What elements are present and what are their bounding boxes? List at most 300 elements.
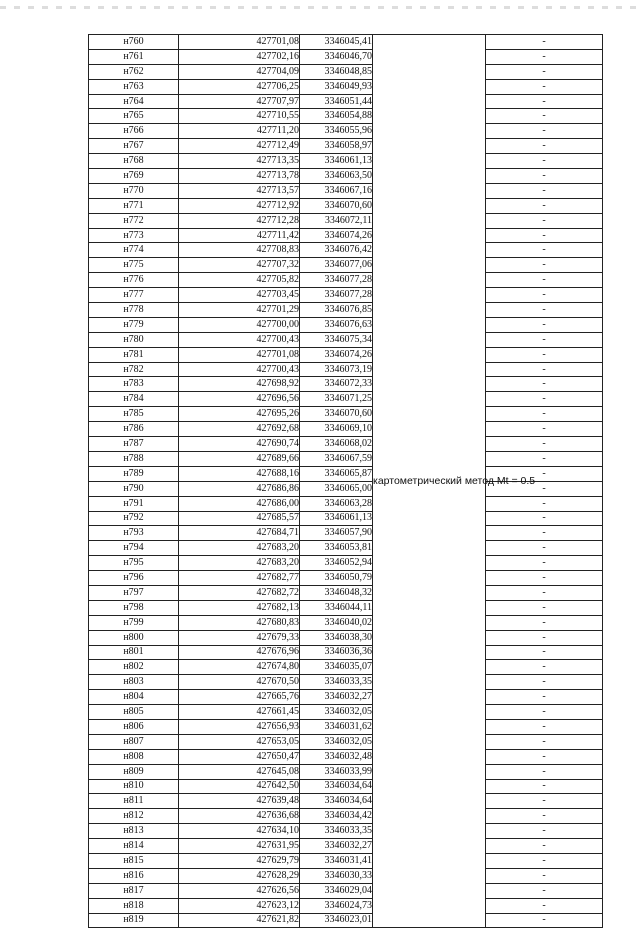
point-name-cell: н775 (89, 258, 179, 273)
dash-cell: - (486, 556, 603, 571)
table-row (89, 109, 603, 124)
point-name-cell: н783 (89, 377, 179, 392)
dash-cell: - (486, 660, 603, 675)
y-coordinate-cell: 3346032,48 (300, 749, 373, 764)
x-coordinate-cell: 427700,43 (179, 362, 300, 377)
table-row (89, 64, 603, 79)
table-row (89, 779, 603, 794)
y-coordinate-cell: 3346051,44 (300, 94, 373, 109)
y-coordinate-cell: 3346061,13 (300, 511, 373, 526)
dash-cell: - (486, 392, 603, 407)
table-row (89, 571, 603, 586)
table-row (89, 94, 603, 109)
point-name-cell: н814 (89, 839, 179, 854)
y-coordinate-cell: 3346076,85 (300, 303, 373, 318)
point-name-cell: н769 (89, 169, 179, 184)
y-coordinate-cell: 3346058,97 (300, 139, 373, 154)
dash-cell: - (486, 154, 603, 169)
dash-cell: - (486, 94, 603, 109)
x-coordinate-cell: 427639,48 (179, 794, 300, 809)
dash-cell: - (486, 273, 603, 288)
dash-cell: - (486, 600, 603, 615)
dash-cell: - (486, 913, 603, 928)
point-name-cell: н778 (89, 303, 179, 318)
dash-cell: - (486, 824, 603, 839)
point-name-cell: н765 (89, 109, 179, 124)
point-name-cell: н818 (89, 898, 179, 913)
x-coordinate-cell: 427707,97 (179, 94, 300, 109)
table-row (89, 719, 603, 734)
y-coordinate-cell: 3346032,27 (300, 690, 373, 705)
dash-cell: - (486, 228, 603, 243)
point-name-cell: н786 (89, 422, 179, 437)
point-name-cell: н804 (89, 690, 179, 705)
dash-cell: - (486, 35, 603, 50)
dash-cell: - (486, 868, 603, 883)
point-name-cell: н776 (89, 273, 179, 288)
x-coordinate-cell: 427686,00 (179, 496, 300, 511)
table-row (89, 437, 603, 452)
point-name-cell: н813 (89, 824, 179, 839)
point-name-cell: н768 (89, 154, 179, 169)
table-row (89, 615, 603, 630)
x-coordinate-cell: 427628,29 (179, 868, 300, 883)
point-name-cell: н817 (89, 883, 179, 898)
table-row (89, 839, 603, 854)
table-row (89, 35, 603, 50)
dash-cell: - (486, 883, 603, 898)
table-row (89, 407, 603, 422)
table-row (89, 79, 603, 94)
table-row (89, 749, 603, 764)
point-name-cell: н806 (89, 719, 179, 734)
y-coordinate-cell: 3346072,33 (300, 377, 373, 392)
table-row (89, 630, 603, 645)
dash-cell: - (486, 705, 603, 720)
y-coordinate-cell: 3346074,26 (300, 228, 373, 243)
dash-cell: - (486, 853, 603, 868)
dash-cell: - (486, 511, 603, 526)
point-name-cell: н779 (89, 317, 179, 332)
x-coordinate-cell: 427665,76 (179, 690, 300, 705)
x-coordinate-cell: 427674,80 (179, 660, 300, 675)
x-coordinate-cell: 427695,26 (179, 407, 300, 422)
y-coordinate-cell: 3346057,90 (300, 526, 373, 541)
table-row (89, 690, 603, 705)
x-coordinate-cell: 427683,20 (179, 556, 300, 571)
point-name-cell: н781 (89, 347, 179, 362)
table-row (89, 49, 603, 64)
table-row (89, 853, 603, 868)
method-cell: картометрический метод Mt = 0.5 (373, 35, 486, 928)
x-coordinate-cell: 427703,45 (179, 288, 300, 303)
x-coordinate-cell: 427707,32 (179, 258, 300, 273)
point-name-cell: н810 (89, 779, 179, 794)
point-name-cell: н803 (89, 675, 179, 690)
x-coordinate-cell: 427713,57 (179, 183, 300, 198)
dash-cell: - (486, 898, 603, 913)
table-row (89, 392, 603, 407)
x-coordinate-cell: 427680,83 (179, 615, 300, 630)
y-coordinate-cell: 3346067,59 (300, 451, 373, 466)
x-coordinate-cell: 427684,71 (179, 526, 300, 541)
dash-cell: - (486, 675, 603, 690)
table-row (89, 139, 603, 154)
scan-artifact-line (0, 6, 640, 9)
y-coordinate-cell: 3346023,01 (300, 913, 373, 928)
y-coordinate-cell: 3346049,93 (300, 79, 373, 94)
y-coordinate-cell: 3346075,34 (300, 332, 373, 347)
point-name-cell: н774 (89, 243, 179, 258)
dash-cell: - (486, 183, 603, 198)
table-row (89, 496, 603, 511)
point-name-cell: н772 (89, 213, 179, 228)
y-coordinate-cell: 3346065,00 (300, 481, 373, 496)
x-coordinate-cell: 427696,56 (179, 392, 300, 407)
table-row (89, 154, 603, 169)
x-coordinate-cell: 427689,66 (179, 451, 300, 466)
point-name-cell: н812 (89, 809, 179, 824)
table-row (89, 705, 603, 720)
table-row (89, 183, 603, 198)
point-name-cell: н777 (89, 288, 179, 303)
point-name-cell: н807 (89, 734, 179, 749)
y-coordinate-cell: 3346029,04 (300, 883, 373, 898)
dash-cell: - (486, 317, 603, 332)
dash-cell: - (486, 288, 603, 303)
table-row (89, 362, 603, 377)
table-row (89, 169, 603, 184)
table-row (89, 824, 603, 839)
dash-cell: - (486, 124, 603, 139)
x-coordinate-cell: 427631,95 (179, 839, 300, 854)
dash-cell: - (486, 839, 603, 854)
point-name-cell: н793 (89, 526, 179, 541)
y-coordinate-cell: 3346061,13 (300, 154, 373, 169)
point-name-cell: н815 (89, 853, 179, 868)
y-coordinate-cell: 3346033,35 (300, 675, 373, 690)
dash-cell: - (486, 481, 603, 496)
x-coordinate-cell: 427682,72 (179, 585, 300, 600)
x-coordinate-cell: 427692,68 (179, 422, 300, 437)
x-coordinate-cell: 427706,25 (179, 79, 300, 94)
y-coordinate-cell: 3346034,64 (300, 779, 373, 794)
table-row (89, 809, 603, 824)
x-coordinate-cell: 427650,47 (179, 749, 300, 764)
y-coordinate-cell: 3346031,41 (300, 853, 373, 868)
table-row (89, 273, 603, 288)
dash-cell: - (486, 169, 603, 184)
dash-cell: - (486, 362, 603, 377)
x-coordinate-cell: 427700,43 (179, 332, 300, 347)
point-name-cell: н766 (89, 124, 179, 139)
dash-cell: - (486, 437, 603, 452)
table-row (89, 585, 603, 600)
x-coordinate-cell: 427682,77 (179, 571, 300, 586)
dash-cell: - (486, 794, 603, 809)
dash-cell: - (486, 213, 603, 228)
table-row (89, 332, 603, 347)
dash-cell: - (486, 749, 603, 764)
point-name-cell: н798 (89, 600, 179, 615)
point-name-cell: н809 (89, 764, 179, 779)
x-coordinate-cell: 427712,49 (179, 139, 300, 154)
dash-cell: - (486, 332, 603, 347)
dash-cell: - (486, 779, 603, 794)
table-row (89, 288, 603, 303)
x-coordinate-cell: 427710,55 (179, 109, 300, 124)
point-name-cell: н763 (89, 79, 179, 94)
x-coordinate-cell: 427712,92 (179, 198, 300, 213)
x-coordinate-cell: 427679,33 (179, 630, 300, 645)
x-coordinate-cell: 427634,10 (179, 824, 300, 839)
point-name-cell: н816 (89, 868, 179, 883)
y-coordinate-cell: 3346024,73 (300, 898, 373, 913)
point-name-cell: н787 (89, 437, 179, 452)
table-row (89, 228, 603, 243)
point-name-cell: н792 (89, 511, 179, 526)
dash-cell: - (486, 347, 603, 362)
x-coordinate-cell: 427711,42 (179, 228, 300, 243)
y-coordinate-cell: 3346050,79 (300, 571, 373, 586)
y-coordinate-cell: 3346077,28 (300, 273, 373, 288)
y-coordinate-cell: 3346035,07 (300, 660, 373, 675)
x-coordinate-cell: 427686,86 (179, 481, 300, 496)
y-coordinate-cell: 3346032,27 (300, 839, 373, 854)
point-name-cell: н771 (89, 198, 179, 213)
point-name-cell: н790 (89, 481, 179, 496)
dash-cell: - (486, 526, 603, 541)
point-name-cell: н805 (89, 705, 179, 720)
y-coordinate-cell: 3346072,11 (300, 213, 373, 228)
y-coordinate-cell: 3346077,28 (300, 288, 373, 303)
table-row (89, 258, 603, 273)
x-coordinate-cell: 427713,35 (179, 154, 300, 169)
y-coordinate-cell: 3346032,05 (300, 705, 373, 720)
point-name-cell: н801 (89, 645, 179, 660)
point-name-cell: н819 (89, 913, 179, 928)
dash-cell: - (486, 690, 603, 705)
point-name-cell: н799 (89, 615, 179, 630)
point-name-cell: н802 (89, 660, 179, 675)
y-coordinate-cell: 3346033,35 (300, 824, 373, 839)
point-name-cell: н761 (89, 49, 179, 64)
x-coordinate-cell: 427645,08 (179, 764, 300, 779)
point-name-cell: н773 (89, 228, 179, 243)
x-coordinate-cell: 427688,16 (179, 466, 300, 481)
x-coordinate-cell: 427713,78 (179, 169, 300, 184)
table-row (89, 556, 603, 571)
dash-cell: - (486, 198, 603, 213)
point-name-cell: н782 (89, 362, 179, 377)
x-coordinate-cell: 427623,12 (179, 898, 300, 913)
coordinates-table (88, 34, 603, 928)
dash-cell: - (486, 407, 603, 422)
dash-cell: - (486, 79, 603, 94)
y-coordinate-cell: 3346032,05 (300, 734, 373, 749)
table-row (89, 124, 603, 139)
dash-cell: - (486, 303, 603, 318)
dash-cell: - (486, 377, 603, 392)
table-row (89, 660, 603, 675)
x-coordinate-cell: 427711,20 (179, 124, 300, 139)
y-coordinate-cell: 3346070,60 (300, 198, 373, 213)
table-row (89, 541, 603, 556)
y-coordinate-cell: 3346048,85 (300, 64, 373, 79)
dash-cell: - (486, 139, 603, 154)
table-row (89, 675, 603, 690)
x-coordinate-cell: 427708,83 (179, 243, 300, 258)
x-coordinate-cell: 427712,28 (179, 213, 300, 228)
y-coordinate-cell: 3346046,70 (300, 49, 373, 64)
x-coordinate-cell: 427670,50 (179, 675, 300, 690)
coordinates-table-body (89, 35, 603, 928)
y-coordinate-cell: 3346067,16 (300, 183, 373, 198)
x-coordinate-cell: 427621,82 (179, 913, 300, 928)
y-coordinate-cell: 3346063,50 (300, 169, 373, 184)
y-coordinate-cell: 3346071,25 (300, 392, 373, 407)
table-row (89, 734, 603, 749)
dash-cell: - (486, 615, 603, 630)
table-row (89, 213, 603, 228)
dash-cell: - (486, 734, 603, 749)
table-row (89, 526, 603, 541)
y-coordinate-cell: 3346076,42 (300, 243, 373, 258)
table-row (89, 913, 603, 928)
x-coordinate-cell: 427636,68 (179, 809, 300, 824)
point-name-cell: н767 (89, 139, 179, 154)
table-row (89, 347, 603, 362)
point-name-cell: н762 (89, 64, 179, 79)
table-row (89, 898, 603, 913)
dash-cell: - (486, 541, 603, 556)
point-name-cell: н795 (89, 556, 179, 571)
dash-cell: - (486, 809, 603, 824)
table-row (89, 317, 603, 332)
table-row (89, 377, 603, 392)
y-coordinate-cell: 3346034,64 (300, 794, 373, 809)
y-coordinate-cell: 3346054,88 (300, 109, 373, 124)
x-coordinate-cell: 427702,16 (179, 49, 300, 64)
table-row (89, 422, 603, 437)
y-coordinate-cell: 3346036,36 (300, 645, 373, 660)
y-coordinate-cell: 3346070,60 (300, 407, 373, 422)
point-name-cell: н796 (89, 571, 179, 586)
y-coordinate-cell: 3346048,32 (300, 585, 373, 600)
table-row (89, 303, 603, 318)
y-coordinate-cell: 3346045,41 (300, 35, 373, 50)
point-name-cell: н788 (89, 451, 179, 466)
dash-cell: - (486, 571, 603, 586)
x-coordinate-cell: 427676,96 (179, 645, 300, 660)
dash-cell: - (486, 422, 603, 437)
y-coordinate-cell: 3346055,96 (300, 124, 373, 139)
dash-cell: - (486, 496, 603, 511)
point-name-cell: н791 (89, 496, 179, 511)
y-coordinate-cell: 3346038,30 (300, 630, 373, 645)
table-row (89, 883, 603, 898)
dash-cell: - (486, 630, 603, 645)
table-row (89, 794, 603, 809)
dash-cell: - (486, 243, 603, 258)
table-row (89, 511, 603, 526)
dash-cell: - (486, 258, 603, 273)
x-coordinate-cell: 427626,56 (179, 883, 300, 898)
y-coordinate-cell: 3346077,06 (300, 258, 373, 273)
point-name-cell: н785 (89, 407, 179, 422)
x-coordinate-cell: 427690,74 (179, 437, 300, 452)
point-name-cell: н800 (89, 630, 179, 645)
y-coordinate-cell: 3346031,62 (300, 719, 373, 734)
x-coordinate-cell: 427661,45 (179, 705, 300, 720)
dash-cell: - (486, 645, 603, 660)
x-coordinate-cell: 427683,20 (179, 541, 300, 556)
point-name-cell: н780 (89, 332, 179, 347)
dash-cell: - (486, 49, 603, 64)
table-row (89, 645, 603, 660)
y-coordinate-cell: 3346034,42 (300, 809, 373, 824)
y-coordinate-cell: 3346073,19 (300, 362, 373, 377)
point-name-cell: н764 (89, 94, 179, 109)
point-name-cell: н789 (89, 466, 179, 481)
y-coordinate-cell: 3346030,33 (300, 868, 373, 883)
dash-cell: - (486, 451, 603, 466)
x-coordinate-cell: 427701,08 (179, 347, 300, 362)
point-name-cell: н794 (89, 541, 179, 556)
x-coordinate-cell: 427685,57 (179, 511, 300, 526)
table-row (89, 451, 603, 466)
x-coordinate-cell: 427642,50 (179, 779, 300, 794)
y-coordinate-cell: 3346068,02 (300, 437, 373, 452)
dash-cell: - (486, 585, 603, 600)
y-coordinate-cell: 3346044,11 (300, 600, 373, 615)
dash-cell: - (486, 764, 603, 779)
y-coordinate-cell: 3346052,94 (300, 556, 373, 571)
x-coordinate-cell: 427705,82 (179, 273, 300, 288)
point-name-cell: н784 (89, 392, 179, 407)
point-name-cell: н770 (89, 183, 179, 198)
dash-cell: - (486, 64, 603, 79)
x-coordinate-cell: 427698,92 (179, 377, 300, 392)
x-coordinate-cell: 427656,93 (179, 719, 300, 734)
table-row (89, 868, 603, 883)
x-coordinate-cell: 427704,09 (179, 64, 300, 79)
dash-cell: - (486, 109, 603, 124)
x-coordinate-cell: 427701,29 (179, 303, 300, 318)
y-coordinate-cell: 3346076,63 (300, 317, 373, 332)
y-coordinate-cell: 3346065,87 (300, 466, 373, 481)
point-name-cell: н808 (89, 749, 179, 764)
y-coordinate-cell: 3346063,28 (300, 496, 373, 511)
table-row (89, 600, 603, 615)
y-coordinate-cell: 3346053,81 (300, 541, 373, 556)
point-name-cell: н811 (89, 794, 179, 809)
x-coordinate-cell: 427653,05 (179, 734, 300, 749)
y-coordinate-cell: 3346033,99 (300, 764, 373, 779)
table-row (89, 198, 603, 213)
x-coordinate-cell: 427682,13 (179, 600, 300, 615)
x-coordinate-cell: 427629,79 (179, 853, 300, 868)
table-row (89, 764, 603, 779)
y-coordinate-cell: 3346074,26 (300, 347, 373, 362)
dash-cell: - (486, 719, 603, 734)
x-coordinate-cell: 427701,08 (179, 35, 300, 50)
dash-cell: - (486, 466, 603, 481)
y-coordinate-cell: 3346069,10 (300, 422, 373, 437)
table-row (89, 243, 603, 258)
y-coordinate-cell: 3346040,02 (300, 615, 373, 630)
x-coordinate-cell: 427700,00 (179, 317, 300, 332)
